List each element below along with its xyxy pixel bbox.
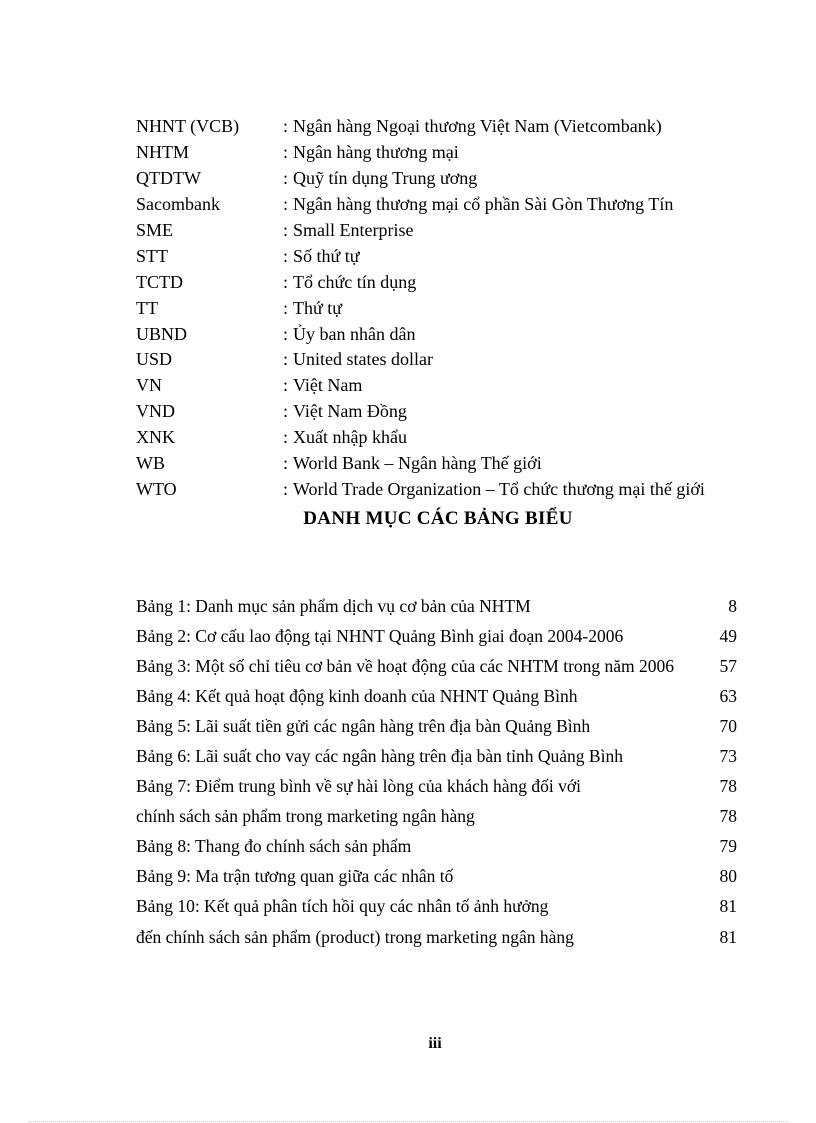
abbreviation-separator: : [283, 168, 289, 189]
list-item-page: 81 [719, 926, 737, 947]
list-item[interactable] [136, 711, 737, 741]
abbreviation-row [136, 269, 756, 295]
abbreviation-term: VN [136, 375, 162, 396]
abbreviation-separator: : [283, 297, 289, 318]
abbreviation-definition: Ngân hàng Ngoại thương Việt Nam (Vietcombank) [293, 116, 662, 137]
abbreviation-row [136, 321, 756, 347]
list-item-title: Bảng 3: Một số chỉ tiêu cơ bản về hoạt động của các NHTM trong năm 2006 [136, 655, 675, 676]
list-item[interactable] [136, 892, 737, 922]
list-item[interactable] [136, 802, 737, 832]
list-item-page: 80 [719, 866, 737, 887]
list-item-title: Bảng 9: Ma trận tương quan giữa các nhân tố [136, 866, 454, 887]
abbreviation-term: Sacombank [136, 194, 220, 215]
list-item-page: 57 [719, 655, 737, 676]
list-item[interactable] [136, 922, 737, 952]
list-item-page: 73 [719, 746, 737, 767]
abbreviation-definition: Thứ tự [293, 297, 343, 318]
list-item[interactable] [136, 832, 737, 862]
list-item[interactable] [136, 651, 737, 681]
list-item-page: 49 [719, 625, 737, 646]
list-item-title: Bảng 2: Cơ cấu lao động tại NHNT Quảng Bình giai đoạn 2004-2006 [136, 625, 624, 646]
abbreviation-separator: : [283, 116, 289, 137]
table-list [136, 591, 737, 952]
abbreviation-separator: : [283, 375, 289, 396]
list-item-page: 63 [719, 685, 737, 706]
abbreviation-definition: Việt Nam [293, 375, 363, 396]
list-item-page: 70 [719, 715, 737, 736]
abbreviation-term: XNK [136, 427, 175, 448]
list-item-title: Bảng 6: Lãi suất cho vay các ngân hàng trên địa bàn tỉnh Quảng Bình [136, 746, 623, 767]
list-item-page: 79 [719, 836, 737, 857]
abbreviation-row [136, 192, 756, 218]
abbreviation-separator: : [283, 401, 289, 422]
abbreviation-definition: Ngân hàng thương mại cổ phần Sài Gòn Thương Tín [293, 194, 674, 215]
abbreviation-row [136, 243, 756, 269]
abbreviation-term: QTDTW [136, 168, 201, 189]
list-item-title: đến chính sách sản phẩm (product) trong marketing ngân hàng [136, 926, 574, 947]
list-item-title: Bảng 8: Thang đo chính sách sản phẩm [136, 836, 412, 857]
abbreviation-separator: : [283, 220, 289, 240]
abbreviation-term: NHNT (VCB) [136, 116, 240, 137]
abbreviation-row [136, 399, 756, 425]
list-item[interactable] [136, 862, 737, 892]
abbreviation-definition: Xuất nhập khẩu [293, 427, 407, 448]
section-title: DANH MỤC CÁC BẢNG BIỂU [303, 508, 573, 529]
abbreviation-separator: : [283, 478, 289, 499]
abbreviation-term: WTO [136, 478, 177, 499]
abbreviation-row [136, 140, 756, 166]
list-item[interactable] [136, 772, 737, 802]
abbreviation-definition: Tổ chức tín dụng [293, 271, 417, 292]
list-item-page: 8 [728, 595, 737, 616]
list-item[interactable] [136, 741, 737, 771]
abbreviation-definition: Số thứ tự [293, 245, 360, 266]
abbreviation-definition: Ngân hàng thương mại [293, 142, 459, 163]
abbreviation-term: TT [136, 297, 158, 318]
abbreviation-row [136, 425, 756, 451]
list-item-page: 78 [719, 776, 737, 797]
abbreviation-term: TCTD [136, 271, 183, 292]
list-item-title: Bảng 5: Lãi suất tiền gửi các ngân hàng trên địa bàn Quảng Bình [136, 715, 591, 736]
abbreviation-definition: Small Enterprise [293, 220, 414, 240]
abbreviation-separator: : [283, 142, 289, 163]
list-item-title: chính sách sản phẩm trong marketing ngân hàng [136, 806, 475, 827]
abbreviation-term: SME [136, 220, 174, 240]
abbreviation-separator: : [283, 245, 289, 266]
abbreviation-term: STT [136, 245, 169, 266]
abbreviation-definition: United states dollar [293, 349, 433, 370]
abbreviation-term: USD [136, 349, 173, 370]
footer-divider [28, 1121, 788, 1122]
abbreviation-definition: Ủy ban nhân dân [293, 323, 416, 344]
abbreviation-row [136, 451, 756, 477]
list-item[interactable] [136, 591, 737, 621]
list-item-title: Bảng 7: Điểm trung bình về sự hài lòng của khách hàng đối với [136, 776, 581, 797]
abbreviation-separator: : [283, 349, 289, 370]
abbreviation-definition: World Bank – Ngân hàng Thế giới [293, 453, 542, 474]
abbreviation-separator: : [283, 194, 289, 215]
list-item[interactable] [136, 621, 737, 651]
abbreviation-separator: : [283, 427, 289, 448]
page-number: iii [428, 1035, 442, 1052]
abbreviation-list [136, 114, 756, 502]
abbreviation-term: VND [136, 401, 175, 422]
abbreviation-definition: Quỹ tín dụng Trung ương [293, 168, 478, 189]
abbreviation-row [136, 373, 756, 399]
abbreviation-row [136, 476, 756, 502]
abbreviation-row [136, 114, 756, 140]
list-item-page: 78 [719, 806, 737, 827]
abbreviation-row [136, 347, 756, 373]
abbreviation-term: UBND [136, 323, 188, 344]
abbreviation-term: NHTM [136, 142, 189, 163]
list-item-title: Bảng 10: Kết quả phân tích hồi quy các nhân tố ảnh hưởng [136, 896, 549, 917]
abbreviation-definition: World Trade Organization – Tổ chức thương mại thế giới [293, 478, 705, 499]
list-item-page: 81 [719, 896, 737, 917]
abbreviation-separator: : [283, 323, 289, 344]
list-item-title: Bảng 4: Kết quả hoạt động kinh doanh của NHNT Quảng Bình [136, 685, 578, 706]
abbreviation-row [136, 218, 756, 244]
list-item-title: Bảng 1: Danh mục sản phẩm dịch vụ cơ bản của NHTM [136, 595, 531, 616]
list-item[interactable] [136, 681, 737, 711]
abbreviation-term: WB [136, 453, 165, 474]
abbreviation-row [136, 166, 756, 192]
abbreviation-separator: : [283, 453, 289, 474]
abbreviation-separator: : [283, 271, 289, 292]
abbreviation-row [136, 295, 756, 321]
abbreviation-definition: Việt Nam Đồng [293, 401, 407, 422]
